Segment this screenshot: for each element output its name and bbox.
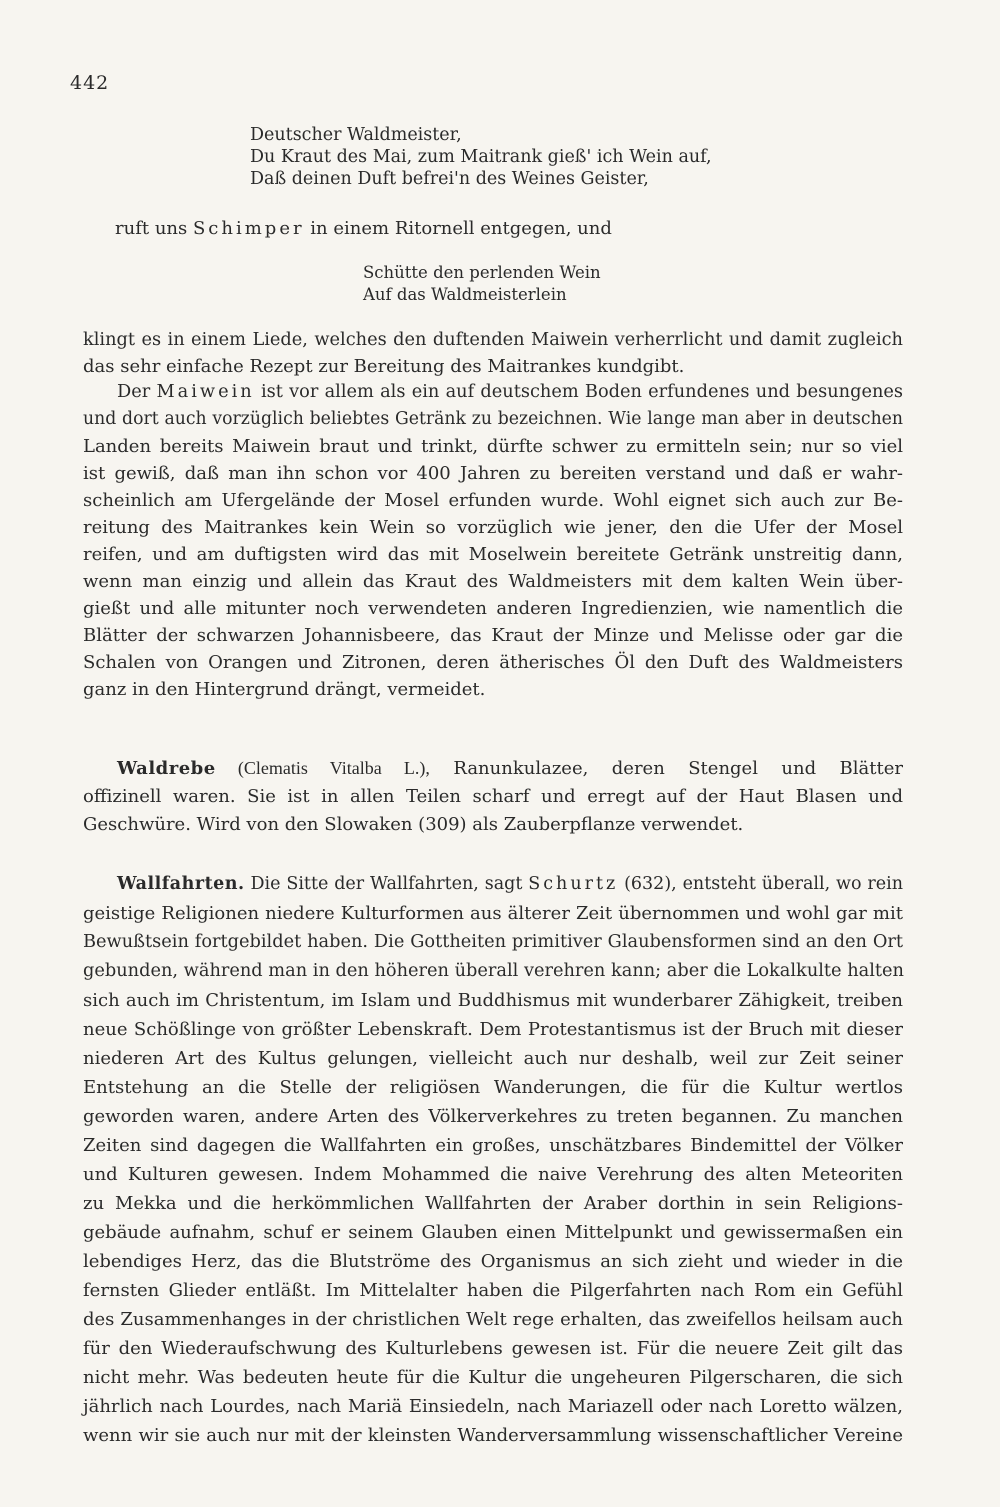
text-line: und Kulturen gewesen. Indem Mohammed die naive Verehrung des alten Meteoriten	[83, 1164, 903, 1185]
text-line: lebendiges Herz, das die Blutströme des Organismus an sich zieht und wieder in die	[83, 1251, 903, 1272]
text-line: für den Wiederaufschwung des Kulturlebens gewesen ist. Für die neuere Zeit gilt das	[83, 1338, 903, 1359]
author-name-schurtz: Schurtz	[528, 874, 619, 894]
text-line: gießt und alle mitunter noch verwendeten anderen Ingredienzien, wie namentlich die	[83, 598, 903, 619]
headword-waldrebe: Waldrebe	[117, 758, 216, 779]
headword-wallfahrten: Wallfahrten.	[117, 874, 245, 894]
verse-line: Auf das Waldmeisterlein	[363, 285, 567, 304]
text-line: Entstehung an die Stelle der religiösen Wanderungen, die für die Kultur wertlos	[83, 1077, 903, 1098]
entry-wallfahrten-first-line	[117, 874, 903, 894]
text-line: zu Mekka und die herkömmlichen Wallfahrten der Araber dorthin in sein Religions-	[83, 1193, 903, 1214]
text-line: Zeiten sind dagegen die Wallfahrten ein großes, unschätzbares Bindemittel der Völker	[83, 1135, 903, 1156]
text-line: ist gewiß, daß man ihn schon vor 400 Jahren zu bereiten verstand und daß er wahr-	[83, 463, 903, 484]
text-line: jährlich nach Lourdes, nach Mariä Einsiedeln, nach Mariazell oder nach Loretto wälzen,	[83, 1396, 903, 1417]
entry-waldrebe-first-line	[117, 758, 903, 779]
text-line: und dort auch vorzüglich beliebtes Getränk zu bezeichnen. Wie lange man aber in deutschen	[83, 409, 903, 429]
text-line: fernsten Glieder entläßt. Im Mittelalter haben die Pilgerfahrten nach Rom ein Gefühl	[83, 1280, 903, 1301]
paragraph-first-line	[117, 382, 903, 402]
text-line: scheinlich am Ufergelände der Mosel erfunden wurde. Wohl eignet sich auch zur Be-	[83, 490, 903, 511]
text-segment: ruft uns	[115, 218, 193, 239]
text-line: geworden waren, andere Arten des Völkerverkehres zu treten begannen. Zu manchen	[83, 1106, 903, 1127]
verse-line: Du Kraut des Mai, zum Maitrank gieß' ich Wein auf,	[250, 147, 712, 167]
text-line: Schalen von Orangen und Zitronen, deren ätherisches Öl den Duft des Waldmeisters	[83, 652, 903, 673]
verse-maiwein	[363, 262, 601, 306]
ritornell-line	[115, 218, 635, 239]
text-line: des Zusammenhanges in der christlichen Welt rege erhalten, das zweifellos heilsam auch	[83, 1309, 903, 1330]
text-segment: Ranunkulazee, deren Stengel und Blätter	[429, 758, 903, 779]
page-number: 442	[70, 72, 110, 94]
verse-line: Schütte den perlenden Wein	[363, 263, 601, 282]
text-segment: Der	[117, 382, 157, 402]
text-line: reifen, und am duftigsten wird das mit Moselwein bereitete Getränk unstreitig dann,	[83, 544, 903, 565]
verse-waldmeister	[250, 124, 712, 190]
text-line: ganz in den Hintergrund drängt, vermeidet.	[83, 679, 486, 700]
verse-line: Deutscher Waldmeister,	[250, 125, 462, 145]
author-name-schimper: Schimper	[192, 218, 305, 239]
text-line: wenn wir sie auch nur mit der kleinsten Wanderversammlung wissenschaftlicher Vereine	[83, 1425, 903, 1446]
text-line: klingt es in einem Liede, welches den duftenden Maiwein verherrlicht und damit zugleich	[83, 330, 903, 350]
text-segment: in einem Ritornell entgegen, und	[304, 218, 612, 239]
text-line: reitung des Maitrankes kein Wein so vorzüglich wie jener, den die Ufer der Mosel	[83, 517, 903, 538]
text-line: gebunden, während man in den höheren überall verehren kann; aber die Lokalkulte halten	[83, 961, 904, 981]
verse-line: Daß deinen Duft befrei'n des Weines Geister,	[250, 169, 649, 189]
text-line: nicht mehr. Was bedeuten heute für die Kultur die ungeheuren Pilgerscharen, die sich	[83, 1367, 903, 1388]
text-line: gebäude aufnahm, schuf er seinem Glauben einen Mittelpunkt und gewissermaßen ein	[83, 1222, 903, 1243]
text-line: das sehr einfache Rezept zur Bereitung des Maitrankes kundgibt.	[83, 356, 685, 377]
text-line: neue Schößlinge von größter Lebenskraft. Dem Protestantismus ist der Bruch mit dieser	[83, 1019, 903, 1040]
text-line: Bewußtsein fortgebildet haben. Die Gottheiten primitiver Glaubensformen sind an den Ort	[83, 932, 903, 952]
text-segment: (632), entsteht überall, wo rein	[618, 874, 903, 894]
text-line: offizinell waren. Sie ist in allen Teilen scharf und erregt auf der Haut Blasen und	[83, 786, 903, 807]
text-segment: ist vor allem als ein auf deutschem Boden erfundenes und besungenes	[254, 382, 903, 402]
latin-name: (Clematis Vitalba L.),	[215, 758, 430, 778]
text-line: Blätter der schwarzen Johannisbeere, das Kraut der Minze und Melisse oder gar die	[83, 625, 903, 646]
text-line: wenn man einzig und allein das Kraut des Waldmeisters mit dem kalten Wein über-	[83, 571, 903, 592]
text-line: Landen bereits Maiwein braut und trinkt, dürfte schwer zu ermitteln sein; nur so viel	[83, 436, 903, 457]
text-line: Geschwüre. Wird von den Slowaken (309) als Zauberpflanze verwendet.	[83, 814, 744, 835]
text-line: niederen Art des Kultus gelungen, vielleicht auch nur deshalb, weil zur Zeit seiner	[83, 1048, 903, 1069]
text-line: geistige Religionen niedere Kulturformen aus älterer Zeit übernommen und wohl gar mit	[83, 903, 903, 924]
term-maiwein: Maiwein	[156, 382, 255, 402]
text-line: sich auch im Christentum, im Islam und Buddhismus mit wunderbarer Zähigkeit, treiben	[83, 990, 903, 1011]
text-segment: Die Sitte der Wallfahrten, sagt	[244, 874, 529, 894]
